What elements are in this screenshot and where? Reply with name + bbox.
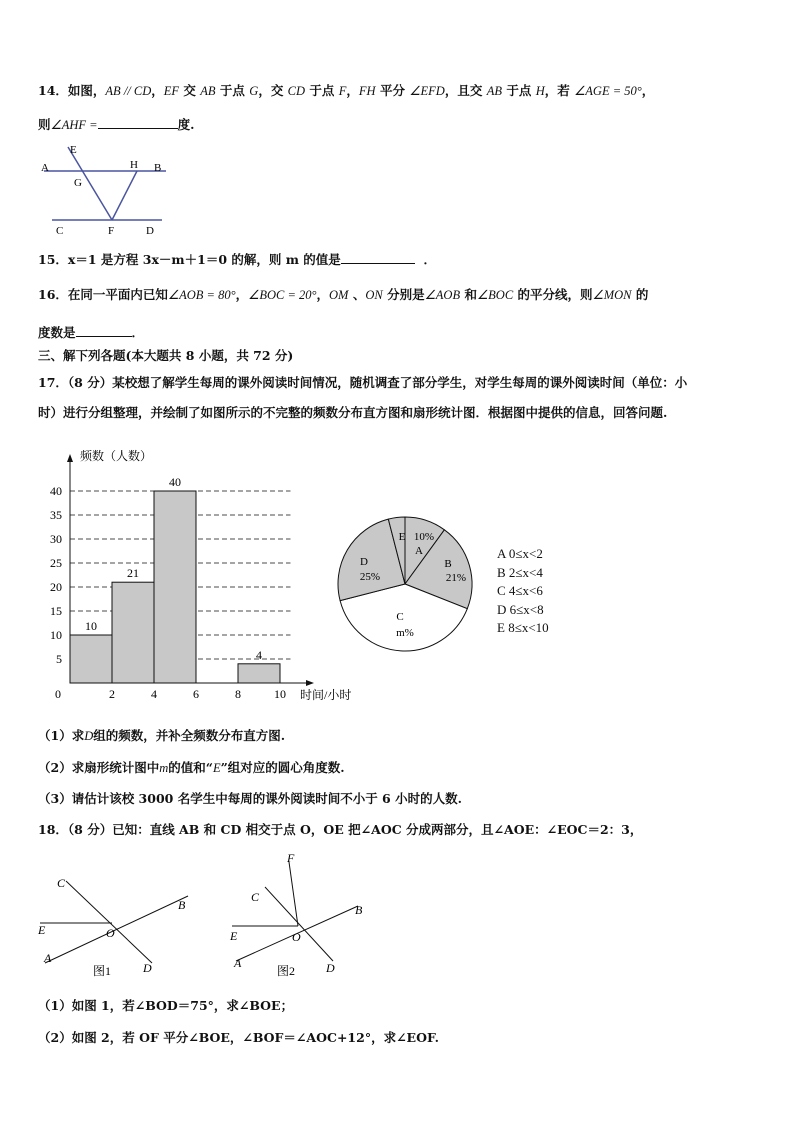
q17-text: 组的频数，并补全频数分布直方图.: [93, 728, 286, 743]
q17-e: E: [212, 761, 221, 775]
label-e: E: [230, 929, 238, 943]
legend-item-c: C 4≤x<6: [497, 583, 543, 598]
label-b: B: [178, 898, 186, 912]
x-tick-label: 6: [193, 687, 199, 701]
legend-item-b: B 2≤x<4: [497, 564, 543, 580]
q14-text: ，且交: [444, 83, 487, 98]
bar-value-label: 10: [85, 619, 97, 633]
line-fh: [112, 171, 137, 220]
q14-age: ∠AGE = 50°: [574, 84, 642, 98]
q16-mon: ∠MON: [592, 288, 632, 302]
y-tick-label: 30: [50, 532, 62, 546]
label-a: A: [41, 162, 49, 174]
histogram-bar: [238, 664, 280, 683]
frequency-histogram: [40, 442, 370, 710]
q16-text: 分别是: [382, 287, 425, 302]
q18-figure-1: [30, 848, 210, 978]
legend-item-a: A 0≤x<2: [497, 546, 543, 561]
answer-blank[interactable]: [98, 116, 178, 129]
q14-text: 则: [38, 117, 51, 132]
slice-b-value: 21%: [445, 572, 467, 584]
figure-2-caption: 图2: [277, 964, 296, 978]
q14-text: 于点: [501, 83, 536, 98]
q14-ab2: AB: [486, 84, 502, 98]
q17-text: （2）求扇形统计图中: [38, 760, 160, 775]
q18-line1: 18．（8 分）已知：直线 AB 和 CD 相交于点 O，OE 把∠AOC 分成两部分，且∠AOE：∠EOC＝2：3，: [38, 822, 643, 837]
q17-line1: 17．（8 分）某校想了解学生每周的课外阅读时间情况，随机调查了部分学生，对学生每周的课外阅读时间（单位：小: [38, 375, 688, 390]
q16-text: 16．在同一平面内已知: [38, 287, 168, 302]
q16-aob: ∠AOB = 80°: [167, 288, 236, 302]
x-tick-label: 10: [274, 687, 286, 701]
slice-a-value: 10%: [413, 531, 435, 543]
q14-h: H: [535, 84, 545, 98]
q14-text: ，若: [544, 83, 575, 98]
q15-end: ．: [423, 252, 437, 267]
q17-d: D: [84, 729, 94, 743]
section-heading: 三、解下列各题(本大题共 8 小题，共 72 分): [38, 348, 294, 363]
q16-boc: ∠BOC = 20°: [248, 288, 317, 302]
label-d: D: [146, 225, 154, 237]
label-d: D: [143, 961, 152, 975]
x-axis-arrow: [306, 680, 314, 686]
slice-b-label: B: [444, 558, 452, 570]
q14-ab-cd: AB // CD: [105, 84, 152, 98]
answer-blank[interactable]: [76, 324, 132, 337]
y-tick-label: 15: [50, 604, 62, 618]
label-b: B: [154, 162, 162, 174]
slice-c-label: C: [396, 611, 404, 623]
q16-text: 和: [460, 287, 477, 302]
label-e: E: [70, 144, 77, 156]
label-c: C: [251, 890, 260, 904]
q17-sub2: [38, 760, 345, 776]
q14-figure: [38, 140, 178, 240]
q14-g: G: [249, 84, 259, 98]
slice-d-label: D: [360, 556, 368, 568]
slice-a-label: A: [415, 545, 423, 557]
bar-value-label: 40: [169, 475, 181, 489]
y-tick-label: 20: [50, 580, 62, 594]
q17-text: ”组对应的圆心角度数.: [220, 760, 345, 775]
x-tick-label: 4: [151, 687, 157, 701]
q16-text: ，: [235, 287, 249, 302]
slice-e-label: E: [398, 531, 406, 543]
q16-line1: [38, 287, 648, 303]
x-tick-label: 8: [235, 687, 241, 701]
label-d: D: [326, 961, 335, 975]
y-tick-label: 40: [50, 484, 62, 498]
label-b: B: [355, 903, 363, 917]
q16-text: ，: [316, 287, 330, 302]
histogram-bar: [70, 635, 112, 683]
q17-line2: 时）进行分组整理，并绘制了如图所示的不完整的频数分布直方图和扇形统计图．根据图中提供的信息，回答问题.: [38, 405, 668, 420]
bar-value-label: 21: [127, 566, 139, 581]
label-o: O: [292, 930, 301, 944]
x-axis-label: 时间/小时: [300, 688, 352, 702]
label-f: F: [108, 225, 115, 237]
q17-text: 的值和“: [168, 760, 213, 775]
q14-ef: EF: [163, 84, 180, 98]
q14-text: 如图，: [67, 83, 106, 98]
q17-text: （1）求: [38, 728, 85, 743]
q17-m: m: [159, 761, 169, 775]
q16-om: OM: [329, 288, 349, 302]
y-tick-label: 25: [50, 556, 62, 570]
x-tick-label: 0: [55, 687, 61, 701]
figure-1-caption: 图1: [93, 964, 112, 978]
answer-blank[interactable]: [341, 251, 415, 264]
q14-text: ，: [151, 83, 164, 98]
label-g: G: [74, 177, 82, 189]
label-e: E: [38, 923, 46, 937]
q14-line2: [38, 116, 194, 133]
q14-number: 14．: [38, 83, 68, 98]
q16-on: ON: [365, 288, 383, 302]
q15-text: 15．x＝1 是方程 3x－m＋1＝0 的解，则 m 的值是: [38, 252, 341, 267]
q14-text: ，: [641, 83, 655, 98]
label-c: C: [57, 876, 66, 890]
pie-chart: [330, 510, 480, 660]
q14-text: ，: [346, 83, 359, 98]
q18-figure-2: [222, 848, 392, 978]
line-cd: [66, 881, 152, 963]
line-cd: [265, 887, 333, 961]
x-tick-label: 2: [109, 687, 115, 701]
q14-ahf: ∠AHF =: [50, 118, 98, 132]
label-a: A: [234, 956, 242, 970]
bar-value-label: 4: [256, 647, 262, 662]
legend-item-d: D 6≤x<8: [497, 601, 544, 617]
label-f: F: [287, 851, 295, 865]
q14-cd: CD: [287, 84, 306, 98]
ray-of: [289, 862, 298, 926]
q14-text: 平分: [375, 83, 410, 98]
q14-text: 于点: [215, 83, 250, 98]
q14-f: F: [338, 84, 347, 98]
y-axis-arrow: [67, 454, 73, 462]
q14-efd: ∠EFD: [409, 84, 445, 98]
q16-line2: [38, 324, 144, 341]
slice-d-value: 25%: [359, 571, 381, 583]
q16-boc2: ∠BOC: [476, 288, 514, 302]
q16-text: 度数是: [38, 325, 76, 340]
q17-sub1: [38, 728, 285, 744]
q14-ab: AB: [200, 84, 216, 98]
pie-legend: [497, 545, 549, 638]
q17-sub3: （3）请估计该校 3000 名学生中每周的课外阅读时间不小于 6 小时的人数.: [38, 791, 462, 806]
y-tick-label: 5: [56, 652, 62, 666]
q14-fh: FH: [358, 84, 376, 98]
q16-text: 、: [348, 287, 366, 302]
histogram-bar: [154, 491, 196, 683]
q14-line1: [38, 83, 654, 99]
label-c: C: [56, 225, 64, 237]
q18-sub2: （2）如图 2，若 OF 平分∠BOE，∠BOF＝∠AOC+12°，求∠EOF.: [38, 1030, 439, 1045]
q16-text: 的平分线，则: [513, 287, 593, 302]
y-tick-label: 10: [50, 628, 62, 642]
label-h: H: [130, 159, 138, 171]
q14-text: 于点: [305, 83, 339, 98]
label-o: O: [106, 926, 115, 940]
q14-text: 交: [179, 83, 201, 98]
q18-sub1: （1）如图 1，若∠BOD＝75°，求∠BOE；: [38, 998, 294, 1013]
label-a: A: [44, 951, 52, 965]
q15-line: [38, 251, 436, 268]
y-axis-label: 频数（人数）: [80, 449, 153, 463]
slice-c-value: m%: [396, 627, 414, 639]
y-tick-label: 35: [50, 508, 62, 522]
legend-item-e: E 8≤x<10: [497, 620, 549, 635]
q14-text: 度.: [177, 117, 195, 132]
q16-text: 的: [631, 287, 649, 302]
q14-text: ，交: [258, 83, 288, 98]
q16-text: ．: [131, 325, 145, 340]
q16-aob2: ∠AOB: [424, 288, 461, 302]
histogram-bar: [112, 582, 154, 683]
